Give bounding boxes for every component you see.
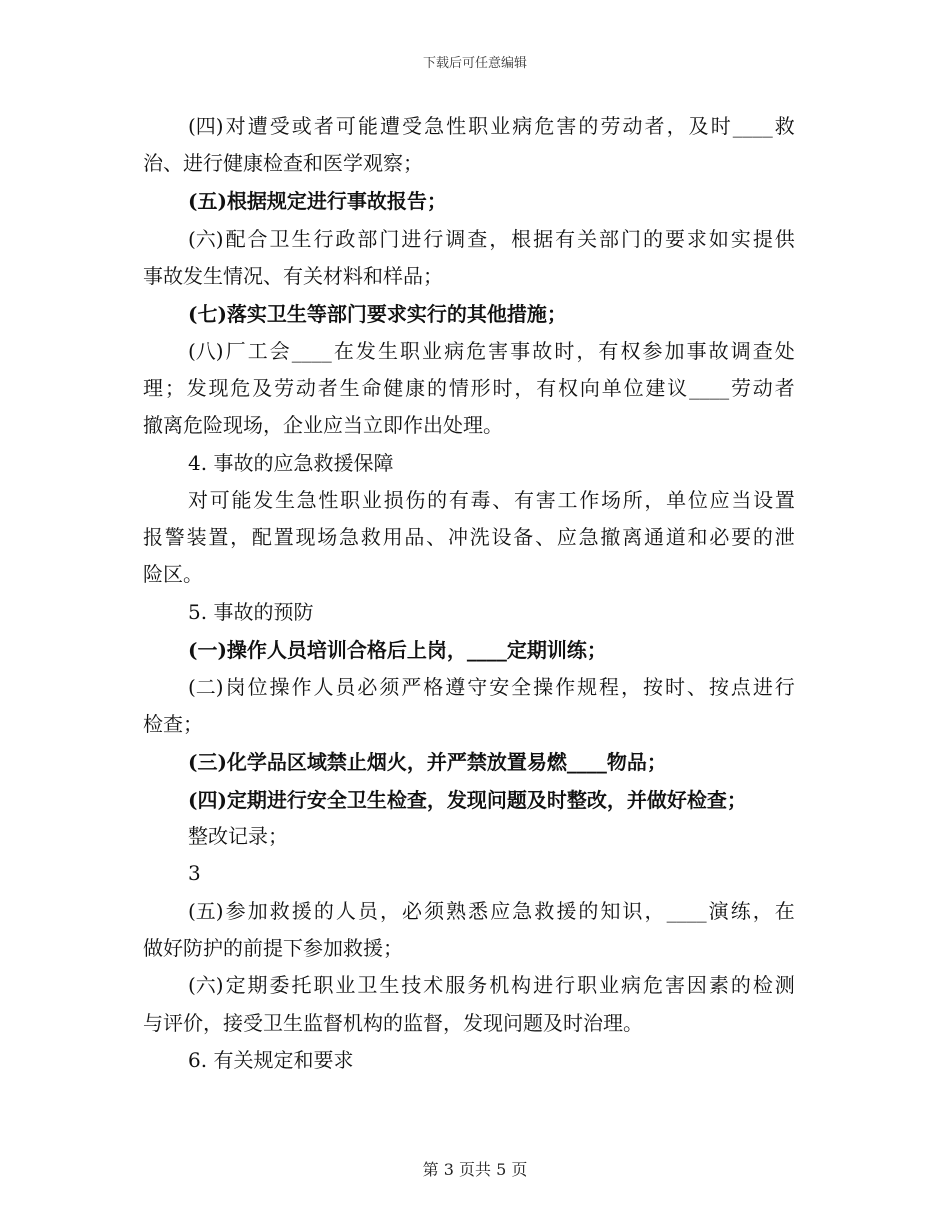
text-glyph: 熟 — [446, 899, 467, 923]
paragraph-line — [188, 337, 795, 365]
text-glyph: 健 — [383, 376, 404, 400]
text-glyph: 置 — [208, 525, 229, 549]
text-glyph: 的 — [578, 899, 599, 923]
text-glyph: 者 — [313, 114, 334, 138]
text-glyph: 加 — [247, 899, 268, 923]
text-glyph: 演 — [708, 899, 729, 923]
paragraph-line — [143, 374, 795, 402]
paragraph-line — [143, 523, 795, 551]
paragraph-line: 整改记录； — [188, 824, 288, 848]
text-glyph: 人 — [335, 899, 356, 923]
text-glyph: 业 — [599, 973, 620, 997]
text-glyph: 动 — [295, 376, 316, 400]
text-glyph: 救 — [534, 899, 555, 923]
text-glyph: ， — [752, 899, 773, 923]
text-glyph: 卫 — [357, 973, 378, 997]
text-glyph: (六) — [188, 973, 224, 997]
text-glyph: 离 — [622, 525, 643, 549]
text-glyph: 道 — [665, 525, 686, 549]
text-glyph: 生 — [339, 376, 360, 400]
text-glyph: 加 — [664, 339, 685, 363]
text-glyph: 受 — [269, 114, 290, 138]
text-glyph: 进 — [752, 675, 773, 699]
text-glyph: 遭 — [247, 114, 268, 138]
text-glyph: 劳 — [730, 376, 751, 400]
paragraph-line — [188, 112, 795, 140]
text-glyph: 急 — [424, 114, 445, 138]
text-glyph: 卫 — [269, 227, 290, 251]
text-glyph: 程 — [599, 675, 620, 699]
text-glyph: 机 — [489, 973, 510, 997]
paragraph-line: 事故发生情况、有关材料和样品； — [143, 264, 443, 288]
text-glyph: ， — [230, 525, 251, 549]
text-glyph: 、 — [492, 488, 513, 512]
text-glyph: 进 — [533, 973, 554, 997]
text-glyph: 能 — [357, 114, 378, 138]
text-glyph: 向 — [579, 376, 600, 400]
text-glyph: 会 — [269, 339, 290, 363]
text-glyph: 受 — [402, 114, 423, 138]
text-glyph: 须 — [424, 899, 445, 923]
text-glyph: 位 — [247, 675, 268, 699]
text-glyph: 工 — [557, 488, 578, 512]
text-glyph: (二) — [188, 675, 224, 699]
text-glyph: 、 — [535, 525, 556, 549]
text-glyph: 置 — [273, 525, 294, 549]
text-glyph: 伤 — [405, 488, 426, 512]
text-glyph: 配 — [225, 227, 246, 251]
text-glyph: 救 — [360, 525, 381, 549]
page-header: 下载后可任意编辑 — [422, 56, 527, 71]
text-glyph: 泄 — [774, 525, 795, 549]
text-glyph: 撤 — [600, 525, 621, 549]
text-glyph: 托 — [291, 973, 312, 997]
paragraph-line — [188, 225, 795, 253]
text-glyph: 的 — [313, 899, 334, 923]
text-glyph: 可 — [335, 114, 356, 138]
text-glyph: 生 — [291, 227, 312, 251]
text-glyph: 的 — [427, 488, 448, 512]
text-glyph: 援 — [556, 899, 577, 923]
text-glyph: 性 — [446, 114, 467, 138]
text-glyph: 发 — [253, 488, 274, 512]
text-glyph: 查 — [467, 227, 488, 251]
text-glyph: 厂 — [225, 339, 246, 363]
text-glyph: 配 — [251, 525, 272, 549]
text-glyph: 生 — [377, 339, 398, 363]
text-glyph: 按 — [642, 675, 663, 699]
text-glyph: 术 — [423, 973, 444, 997]
text-glyph: 病 — [512, 114, 533, 138]
text-glyph: 职 — [468, 114, 489, 138]
text-glyph: (五) — [188, 899, 224, 923]
text-glyph: ____ — [689, 376, 730, 400]
text-glyph: 点 — [730, 675, 751, 699]
text-glyph: 识 — [622, 899, 643, 923]
text-glyph: 冲 — [447, 525, 468, 549]
text-glyph: 实 — [730, 227, 751, 251]
text-glyph: 危 — [466, 339, 487, 363]
text-glyph: 故 — [708, 339, 729, 363]
text-glyph: ， — [644, 488, 665, 512]
paragraph-line: 与评价，接受卫生监督机构的监督，发现问题及时治理。 — [143, 1011, 643, 1035]
text-glyph: 有 — [598, 339, 619, 363]
text-glyph: 形 — [470, 376, 491, 400]
text-glyph: 应 — [709, 488, 730, 512]
text-glyph: 生 — [379, 973, 400, 997]
text-glyph: 危 — [230, 376, 251, 400]
text-glyph: 按 — [708, 675, 729, 699]
text-glyph: 时 — [554, 339, 575, 363]
section-heading: 4. 事故的应急救援保障 — [188, 451, 394, 475]
text-glyph: 害 — [664, 973, 685, 997]
text-glyph: 备 — [513, 525, 534, 549]
text-glyph: 位 — [687, 488, 708, 512]
text-glyph: 服 — [445, 973, 466, 997]
paragraph-line: 撤离危险现场，企业应当立即作出处理。 — [143, 413, 503, 437]
paragraph-line — [188, 486, 795, 514]
text-glyph: ， — [514, 376, 535, 400]
text-glyph: 求 — [686, 227, 707, 251]
text-glyph: 员 — [357, 899, 378, 923]
text-glyph: 及 — [252, 376, 273, 400]
text-glyph: (六) — [188, 227, 224, 251]
text-glyph: ， — [621, 675, 642, 699]
text-glyph: 劳 — [600, 114, 621, 138]
text-glyph: 能 — [231, 488, 252, 512]
text-glyph: 调 — [730, 339, 751, 363]
text-glyph: 业 — [335, 973, 356, 997]
text-glyph: 政 — [335, 227, 356, 251]
text-glyph: 参 — [225, 899, 246, 923]
text-glyph: 岗 — [225, 675, 246, 699]
text-glyph: 、 — [686, 675, 707, 699]
text-glyph: 急 — [296, 488, 317, 512]
text-glyph: 情 — [448, 376, 469, 400]
paragraph-line: (三)化学品区域禁止烟火，并严禁放置易燃____物品； — [188, 750, 667, 774]
text-glyph: 毒 — [470, 488, 491, 512]
text-glyph: 援 — [291, 899, 312, 923]
text-glyph: 职 — [577, 973, 598, 997]
text-glyph: 急 — [512, 899, 533, 923]
text-glyph: 命 — [361, 376, 382, 400]
text-glyph: 期 — [247, 973, 268, 997]
text-glyph: 必 — [402, 899, 423, 923]
text-glyph: 务 — [467, 973, 488, 997]
text-glyph: 急 — [578, 525, 599, 549]
text-glyph: 练 — [730, 899, 751, 923]
text-glyph: 的 — [730, 973, 751, 997]
text-glyph: ， — [379, 899, 400, 923]
text-glyph: 洗 — [469, 525, 490, 549]
text-glyph: 设 — [753, 488, 774, 512]
text-glyph: 进 — [401, 227, 422, 251]
paragraph-line: (五)根据规定进行事故报告； — [188, 189, 447, 213]
text-glyph: 病 — [621, 973, 642, 997]
text-glyph: 发 — [186, 376, 207, 400]
text-glyph: 知 — [600, 899, 621, 923]
text-glyph: 因 — [686, 973, 707, 997]
paragraph-line — [188, 673, 795, 701]
text-glyph: 的 — [578, 114, 599, 138]
text-glyph: 害 — [488, 339, 509, 363]
text-glyph: 当 — [731, 488, 752, 512]
text-glyph: 动 — [752, 376, 773, 400]
text-glyph: 动 — [622, 114, 643, 138]
text-glyph: 素 — [708, 973, 729, 997]
text-glyph: (四) — [188, 114, 224, 138]
text-glyph: 救 — [269, 899, 290, 923]
text-glyph: 议 — [667, 376, 688, 400]
text-glyph: 及 — [688, 114, 709, 138]
text-glyph: ， — [666, 114, 687, 138]
text-glyph: 员 — [335, 675, 356, 699]
text-glyph: 有 — [448, 488, 469, 512]
text-glyph: 对 — [188, 488, 208, 512]
text-glyph: 者 — [774, 376, 795, 400]
text-glyph: 权 — [558, 376, 579, 400]
text-glyph: 和 — [687, 525, 708, 549]
text-glyph: 损 — [383, 488, 404, 512]
section-heading: 5. 事故的预防 — [188, 600, 314, 624]
text-glyph: 技 — [401, 973, 422, 997]
text-glyph: 病 — [444, 339, 465, 363]
paragraph-line: 治、进行健康检查和医学观察； — [143, 151, 423, 175]
text-glyph: 查 — [752, 339, 773, 363]
text-glyph: 在 — [774, 899, 795, 923]
section-heading: 6. 有关规定和要求 — [188, 1048, 354, 1072]
text-glyph: 建 — [645, 376, 666, 400]
text-glyph: 如 — [708, 227, 729, 251]
text-glyph: 据 — [533, 227, 554, 251]
text-glyph: 者 — [644, 114, 665, 138]
text-glyph: 规 — [577, 675, 598, 699]
text-glyph: 职 — [399, 339, 420, 363]
text-glyph: 应 — [556, 525, 577, 549]
text-glyph: 构 — [511, 973, 532, 997]
text-glyph: (八) — [188, 339, 224, 363]
text-glyph: 劳 — [274, 376, 295, 400]
text-glyph: 康 — [405, 376, 426, 400]
text-glyph: 者 — [317, 376, 338, 400]
text-glyph: 门 — [379, 227, 400, 251]
text-glyph: 危 — [534, 114, 555, 138]
page-footer: 第 3 页共 5 页 — [422, 1160, 528, 1179]
text-glyph: 有 — [514, 488, 535, 512]
paragraph-line: (一)操作人员培训合格后上岗，____定期训练； — [188, 638, 607, 662]
text-glyph: 应 — [490, 899, 511, 923]
text-glyph: 业 — [490, 114, 511, 138]
text-glyph: 的 — [426, 376, 447, 400]
text-glyph: ， — [489, 227, 510, 251]
text-glyph: 操 — [533, 675, 554, 699]
text-glyph: 遵 — [445, 675, 466, 699]
text-glyph: 处 — [774, 339, 795, 363]
text-glyph: 有 — [555, 227, 576, 251]
text-glyph: 职 — [313, 973, 334, 997]
text-glyph: 工 — [247, 339, 268, 363]
text-glyph: 行 — [423, 227, 444, 251]
text-glyph: 对 — [225, 114, 246, 138]
text-glyph: 全 — [511, 675, 532, 699]
text-glyph: 提 — [752, 227, 773, 251]
text-glyph: 事 — [686, 339, 707, 363]
text-glyph: 作 — [579, 488, 600, 512]
text-glyph: 行 — [774, 675, 795, 699]
text-glyph: 要 — [664, 227, 685, 251]
text-glyph: 可 — [209, 488, 230, 512]
text-glyph: ； — [164, 376, 185, 400]
text-glyph: 警 — [164, 525, 185, 549]
text-glyph: 所 — [622, 488, 643, 512]
text-glyph: 或 — [291, 114, 312, 138]
text-glyph: 现 — [295, 525, 316, 549]
text-glyph: 时 — [492, 376, 513, 400]
text-glyph: 的 — [642, 227, 663, 251]
text-glyph: 必 — [709, 525, 730, 549]
text-glyph: 严 — [401, 675, 422, 699]
text-glyph: 根 — [511, 227, 532, 251]
text-glyph: 供 — [774, 227, 795, 251]
text-glyph: 守 — [467, 675, 488, 699]
text-glyph: 合 — [247, 227, 268, 251]
text-glyph: 悉 — [468, 899, 489, 923]
text-glyph: 有 — [536, 376, 557, 400]
text-glyph: 遭 — [379, 114, 400, 138]
text-glyph: 权 — [620, 339, 641, 363]
text-glyph: 行 — [555, 973, 576, 997]
paragraph-line: 检查； — [143, 712, 203, 736]
paragraph-line — [188, 897, 795, 925]
text-glyph: ____ — [666, 899, 707, 923]
text-glyph: 要 — [731, 525, 752, 549]
text-glyph: 操 — [269, 675, 290, 699]
text-glyph: 业 — [422, 339, 443, 363]
text-glyph: 品 — [404, 525, 425, 549]
text-glyph: 发 — [355, 339, 376, 363]
text-glyph: 必 — [357, 675, 378, 699]
paragraph-line: (四)定期进行安全卫生检查，发现问题及时整改，并做好检查； — [188, 788, 747, 812]
text-glyph: ____ — [732, 114, 773, 138]
inline-page-number: 3 — [188, 861, 201, 885]
text-glyph: 害 — [535, 488, 556, 512]
text-glyph: 在 — [333, 339, 354, 363]
text-glyph: 检 — [752, 973, 773, 997]
text-glyph: 理 — [143, 376, 163, 400]
text-glyph: 部 — [599, 227, 620, 251]
text-glyph: 装 — [186, 525, 207, 549]
text-glyph: 门 — [621, 227, 642, 251]
text-glyph: 职 — [340, 488, 361, 512]
text-glyph: 作 — [291, 675, 312, 699]
text-glyph: 单 — [601, 376, 622, 400]
text-glyph: 测 — [774, 973, 795, 997]
text-glyph: 报 — [143, 525, 163, 549]
text-glyph: 通 — [643, 525, 664, 549]
text-glyph: 、 — [426, 525, 447, 549]
text-glyph: 时 — [664, 675, 685, 699]
text-glyph: 定 — [225, 973, 246, 997]
text-glyph: 调 — [445, 227, 466, 251]
paragraph-line: 险区。 — [143, 562, 203, 586]
text-glyph: 安 — [489, 675, 510, 699]
text-glyph: 人 — [313, 675, 334, 699]
text-glyph: 部 — [357, 227, 378, 251]
text-glyph: 关 — [577, 227, 598, 251]
text-glyph: 急 — [339, 525, 360, 549]
text-glyph: 设 — [491, 525, 512, 549]
text-glyph: 用 — [382, 525, 403, 549]
text-glyph: 单 — [666, 488, 687, 512]
text-glyph: 性 — [318, 488, 339, 512]
text-glyph: ____ — [291, 339, 332, 363]
text-glyph: ， — [576, 339, 597, 363]
paragraph-line: (七)落实卫生等部门要求实行的其他措施； — [188, 302, 567, 326]
text-glyph: 置 — [774, 488, 795, 512]
text-glyph: 场 — [317, 525, 338, 549]
text-glyph: 参 — [642, 339, 663, 363]
text-glyph: 场 — [600, 488, 621, 512]
text-glyph: 委 — [269, 973, 290, 997]
text-glyph: 现 — [208, 376, 229, 400]
text-glyph: 救 — [774, 114, 795, 138]
text-glyph: 格 — [423, 675, 444, 699]
text-glyph: 时 — [710, 114, 731, 138]
paragraph-line: 做好防护的前提下参加救援； — [143, 936, 403, 960]
text-glyph: 作 — [555, 675, 576, 699]
text-glyph: 业 — [361, 488, 382, 512]
paragraph-line — [188, 971, 795, 999]
text-glyph: 事 — [510, 339, 531, 363]
text-glyph: 须 — [379, 675, 400, 699]
text-glyph: 位 — [623, 376, 644, 400]
text-glyph: 害 — [556, 114, 577, 138]
text-glyph: 的 — [752, 525, 773, 549]
text-glyph: ， — [644, 899, 665, 923]
text-glyph: 生 — [274, 488, 295, 512]
text-glyph: 行 — [313, 227, 334, 251]
text-glyph: 故 — [532, 339, 553, 363]
text-glyph: 危 — [642, 973, 663, 997]
